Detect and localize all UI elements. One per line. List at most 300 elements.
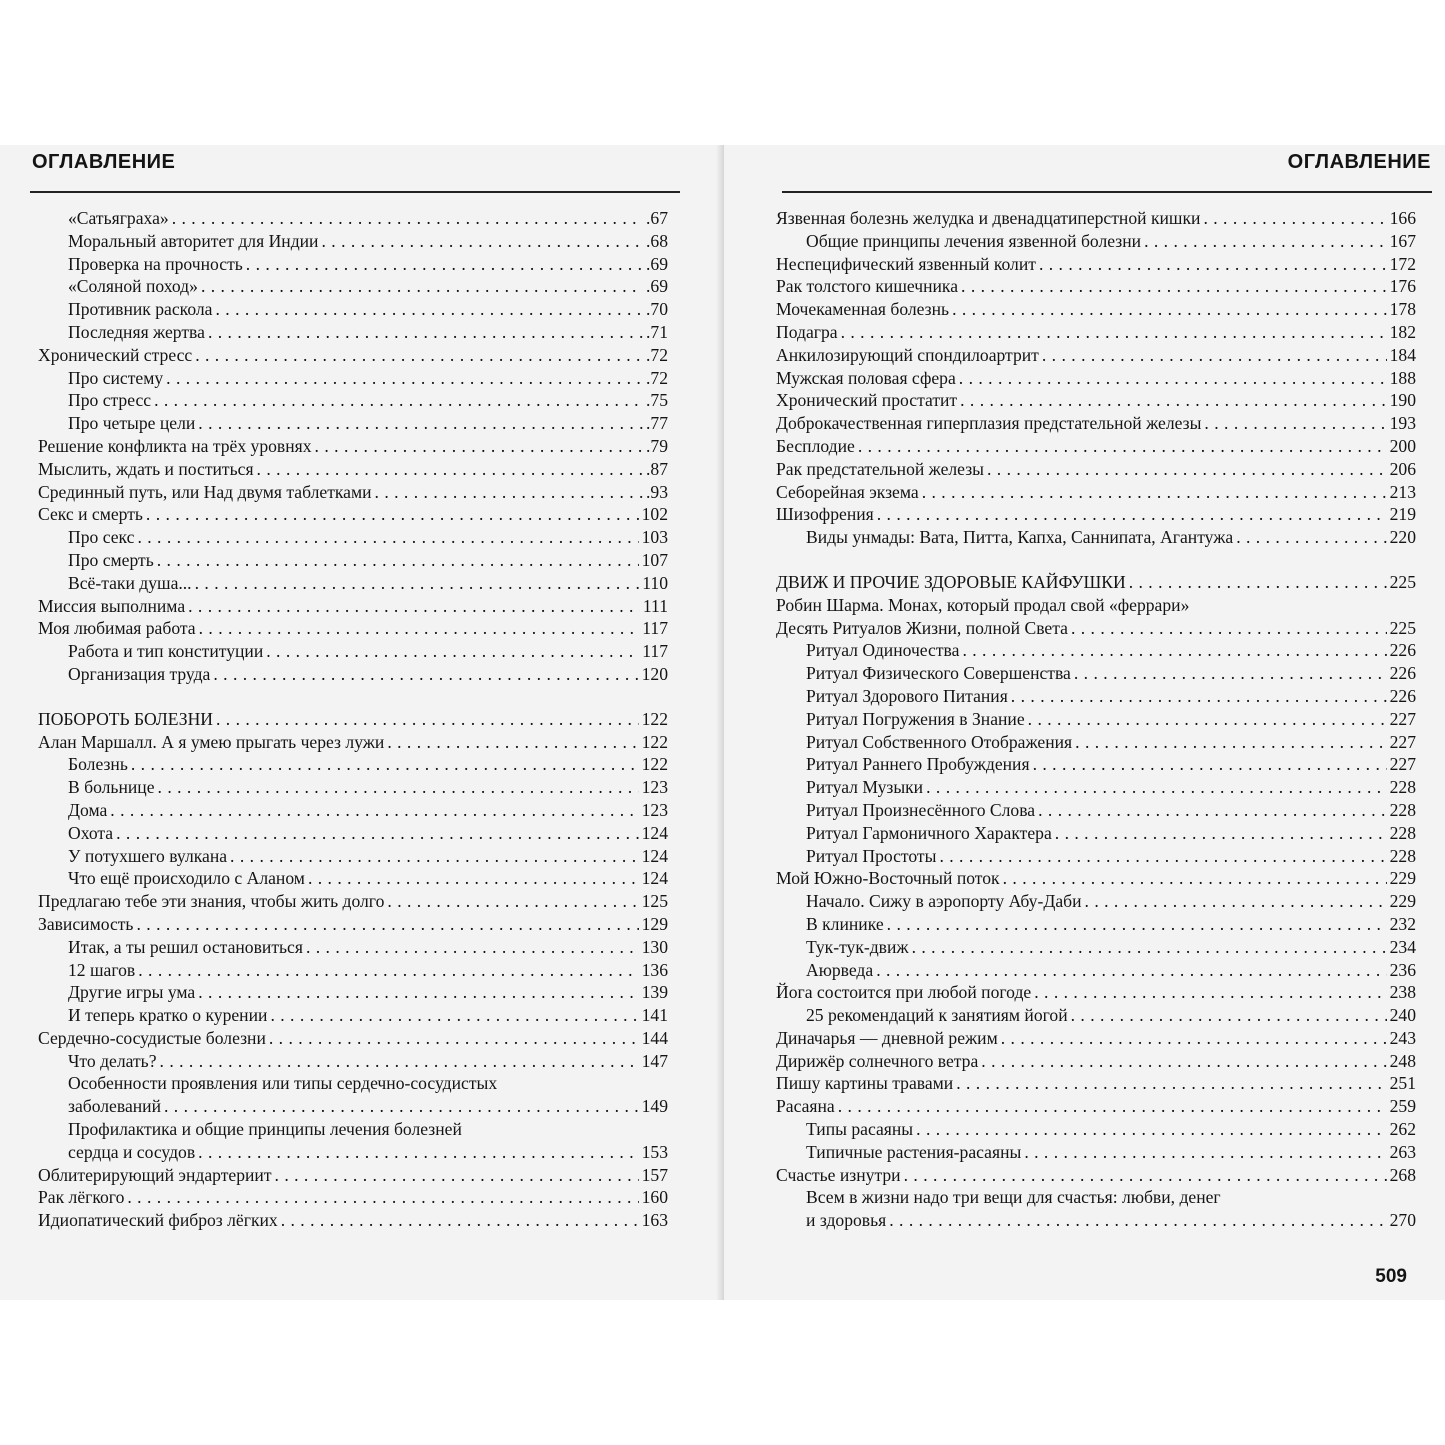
dot-leader [838,1095,1387,1118]
toc-entry-page: .68 [646,230,668,251]
toc-entry-title: Проверка на прочность [68,253,243,274]
toc-entry-title: Счастье изнутри [776,1164,901,1185]
toc-entry-title: Решение конфликта на трёх уровнях [38,435,312,456]
running-header: ОГЛАВЛЕНИЕ [32,151,176,173]
toc-entry-title: В больнице [68,777,155,798]
toc-entry [776,458,1416,481]
toc-entry-page: 111 [642,595,668,616]
toc-entry-page: 176 [1389,276,1416,297]
dot-leader [281,1209,639,1232]
toc-entry-page: .87 [646,458,668,479]
toc-entry [776,708,1416,731]
toc-entry-page: .71 [646,321,668,342]
toc-entry-title: Другие игры ума [68,982,196,1003]
dot-leader [127,1186,638,1209]
dot-leader [306,936,639,959]
toc-entry [38,321,668,344]
toc-entry-title: Неспецифический язвенный колит [776,253,1036,274]
toc-entry-title: Идиопатический фиброз лёгких [38,1210,278,1231]
dot-leader [1129,571,1387,594]
dot-leader [269,1027,639,1050]
toc-entry [776,435,1416,458]
toc-entry [38,412,668,435]
toc-entry-page: .69 [646,276,668,297]
dot-leader [841,321,1387,344]
toc-entry [776,367,1416,390]
toc-entry [38,1050,668,1073]
toc-entry [38,867,668,890]
toc-entry-page: 117 [642,618,668,639]
toc-entry-page: 117 [642,641,668,662]
dot-leader [1085,890,1387,913]
dot-leader [195,344,643,367]
dot-leader [164,1095,639,1118]
dot-leader [912,936,1387,959]
toc-entry [776,594,1416,617]
toc-entry [38,549,668,572]
dot-leader [195,572,640,595]
toc-entry-page: 110 [642,572,668,593]
dot-leader [198,1141,638,1164]
toc-entry [38,367,668,390]
toc-entry-page: 238 [1389,982,1416,1003]
toc-entry-title: Аюрведа [806,959,874,980]
toc-entry-page: 123 [641,777,668,798]
toc-entry [38,913,668,936]
left-page [0,145,724,1300]
dot-leader [1042,344,1387,367]
toc-entry-title: «Сатьяграха» [68,208,169,228]
toc-entry-page: 226 [1389,640,1416,661]
toc-entry [776,412,1416,435]
toc-entry-title: Ритуал Одиночества [806,640,960,661]
toc-entry-title: ДВИЖ И ПРОЧИЕ ЗДОРОВЫЕ КАЙФУШКИ [776,571,1126,592]
dot-leader [959,367,1387,390]
toc-entry [776,685,1416,708]
toc-entry [38,1209,668,1232]
dot-leader [876,959,1386,982]
dot-leader [1055,822,1387,845]
toc-entry-page: 226 [1389,663,1416,684]
toc-entry-page: 102 [641,504,668,525]
toc-entry-title: Облитерирующий эндартериит [38,1164,272,1185]
dot-leader [926,776,1387,799]
toc-entry-page: 157 [641,1164,668,1185]
toc-entry-page: 153 [641,1141,668,1162]
toc-entry [38,640,668,663]
toc-entry [38,253,668,276]
toc-entry-page: 103 [641,527,668,548]
toc-entry-title: Анкилозирующий спондилоартрит [776,344,1039,365]
toc-entry [38,1164,668,1187]
toc-entry [776,822,1416,845]
toc-entry-page: .79 [646,435,668,456]
dot-leader [321,230,643,253]
dot-leader [198,412,643,435]
toc-entry [38,503,668,526]
toc-entry-page: 206 [1389,458,1416,479]
dot-leader [158,776,639,799]
running-header: ОГЛАВЛЕНИЕ [1287,151,1431,173]
toc-entry-title: Типичные растения-расаяны [806,1141,1022,1162]
toc-entry-page: 219 [1389,504,1416,525]
dot-leader [110,799,638,822]
toc-entry-title: Болезнь [68,754,128,775]
toc-entry-title: Про смерть [68,549,154,570]
dot-leader [1144,230,1387,253]
toc-entry-title: «Соляной поход» [68,276,198,297]
toc-entry [38,708,668,731]
toc-entry-page: 107 [641,549,668,570]
toc-entry-title: Срединный путь, или Над двумя таблетками [38,481,372,502]
toc-entry-title: Мужская половая сфера [776,367,956,388]
dot-leader [889,1209,1386,1232]
toc-entry-page: 182 [1389,321,1416,342]
toc-entry [776,1004,1416,1027]
toc-entry [776,298,1416,321]
toc-entry-page: 144 [641,1027,668,1048]
page-number: 509 [1375,1266,1407,1287]
toc-entry-title: заболеваний [68,1096,161,1117]
toc-entry-title: Ритуал Здорового Питания [806,685,1008,706]
dot-leader [216,708,639,731]
toc-entry-page: 122 [641,754,668,775]
toc-entry [38,1118,668,1141]
toc-entry-title: Ритуал Раннего Пробуждения [806,754,1030,775]
toc-list [776,207,1416,1232]
toc-entry-page: 227 [1389,708,1416,729]
dot-leader [172,207,643,230]
toc-entry-title: Последняя жертва [68,321,205,342]
toc-entry [776,639,1416,662]
toc-entry-page: 268 [1389,1164,1416,1185]
toc-entry-page: 227 [1389,754,1416,775]
dot-leader [987,458,1387,481]
toc-entry-title: Всё-таки душа... [68,572,192,593]
toc-entry-title: Особенности проявления или типы сердечно-сосудистых [68,1073,498,1094]
toc-entry [38,822,668,845]
dot-leader [952,298,1387,321]
toc-entry [38,981,668,1004]
toc-entry-title: Общие принципы лечения язвенной болезни [806,230,1142,251]
toc-entry [38,595,668,618]
dot-leader [961,275,1387,298]
toc-entry-page: .93 [646,481,668,502]
toc-entry-page: 178 [1389,299,1416,320]
dot-leader [230,845,639,868]
toc-entry-title: Ритуал Гармоничного Характера [806,822,1052,843]
toc-entry-title: Расаяна [776,1096,835,1117]
dot-leader [137,526,638,549]
toc-entry-title: Доброкачественная гиперплазия предстательной железы [776,413,1202,434]
toc-entry-title: Про стресс [68,390,152,411]
header-rule [782,191,1432,193]
toc-entry-page: 124 [641,868,668,889]
toc-entry-page: 172 [1389,253,1416,274]
toc-entry-title: Себорейная экзема [776,481,919,502]
toc-entry-page: 262 [1389,1119,1416,1140]
toc-entry-title: Всем в жизни надо три вещи для счастья: любви, денег [806,1187,1221,1208]
toc-entry-title: У потухшего вулкана [68,845,228,866]
toc-entry-title: Рак лёгкого [38,1187,125,1208]
dot-leader [201,275,643,298]
toc-entry-title: Рак предстательной железы [776,458,984,479]
toc-entry-title: Моя любимая работа [38,618,196,639]
toc-entry-title: Моральный авторитет для Индии [68,230,319,251]
toc-entry-page: 248 [1389,1050,1416,1071]
toc-entry-page: .67 [646,208,668,228]
toc-entry-page: 228 [1389,845,1416,866]
toc-entry-page: 228 [1389,799,1416,820]
dot-leader [1071,617,1387,640]
toc-entry-page: 228 [1389,777,1416,798]
toc-entry [776,1164,1416,1187]
toc-entry-title: Что ещё происходило с Аланом [68,868,305,889]
toc-entry [38,1072,668,1095]
dot-leader [877,503,1387,526]
toc-entry [776,959,1416,982]
dot-leader [375,481,643,504]
toc-entry-page: 125 [641,891,668,912]
toc-entry [776,981,1416,1004]
toc-entry-page: 163 [641,1210,668,1231]
toc-entry-page: .75 [646,390,668,411]
toc-entry [38,890,668,913]
toc-entry-title: И теперь кратко о курении [68,1005,268,1026]
toc-entry [38,458,668,481]
toc-entry [776,571,1416,594]
toc-entry-title: В клинике [806,913,884,934]
toc-entry-title: Дома [68,799,108,820]
toc-entry [776,526,1416,549]
dot-leader [270,1004,638,1027]
toc-entry [38,275,668,298]
dot-leader [858,435,1387,458]
toc-entry [776,867,1416,890]
toc-entry [776,890,1416,913]
toc-entry-page: 124 [641,845,668,866]
toc-entry-title: Язвенная болезнь желудка и двенадцатиперстной кишки [776,208,1201,228]
dot-leader [1038,799,1387,822]
toc-entry-title: Что делать? [68,1050,157,1071]
toc-entry [776,389,1416,412]
toc-entry-page: 226 [1389,685,1416,706]
toc-entry-title: Мочекаменная болезнь [776,299,950,320]
toc-entry [776,1027,1416,1050]
dot-leader [962,639,1386,662]
dot-leader [1003,867,1387,890]
toc-entry [38,617,668,640]
dot-leader [146,503,639,526]
toc-entry-title: Охота [68,822,114,843]
toc-entry-title: Йога состоится при любой погоде [776,982,1032,1003]
toc-entry [38,1095,668,1118]
toc-entry-title: Робин Шарма. Монах, который продал свой «феррари» [776,594,1190,615]
dot-leader [166,367,643,390]
toc-entry-page: 225 [1389,571,1416,592]
toc-entry [776,845,1416,868]
dot-leader [960,389,1386,412]
dot-leader [939,845,1386,868]
toc-entry-title: Шизофрения [776,504,874,525]
dot-leader [157,549,639,572]
toc-entry-title: Рак толстого кишечника [776,276,959,297]
toc-entry-title: Противник раскола [68,299,213,320]
toc-entry [776,799,1416,822]
dot-leader [904,1164,1387,1187]
toc-entry-page: .72 [646,367,668,388]
toc-entry-page: 232 [1389,913,1416,934]
toc-entry-title: Ритуал Произнесённого Слова [806,799,1036,820]
toc-entry [38,526,668,549]
toc-entry-page: 130 [641,936,668,957]
toc-entry [38,936,668,959]
toc-entry-page: 225 [1389,617,1416,638]
toc-entry-page: 120 [641,663,668,684]
toc-entry [38,731,668,754]
toc-entry [776,481,1416,504]
toc-entry-title: Ритуал Простоты [806,845,937,866]
toc-entry-page: 129 [641,913,668,934]
toc-entry-title: Про секс [68,527,135,548]
toc-entry [776,275,1416,298]
toc-entry [776,776,1416,799]
toc-list [38,207,668,1232]
dot-leader [257,458,643,481]
dot-leader [1204,412,1386,435]
toc-entry-title: 12 шагов [68,959,136,980]
dot-leader [308,867,639,890]
header-rule [30,191,680,193]
toc-entry-title: Работа и тип конституции [68,641,264,662]
dot-leader [160,1050,639,1073]
dot-leader [136,913,638,936]
toc-entry-title: Начало. Сижу в аэропорту Абу-Даби [806,891,1082,912]
toc-entry-title: ПОБОРОТЬ БОЛЕЗНИ [38,708,213,729]
dot-leader [188,595,640,618]
toc-entry [38,389,668,412]
dot-leader [1034,981,1386,1004]
right-page [724,145,1445,1300]
toc-entry [38,959,668,982]
toc-entry-title: Зависимость [38,913,134,934]
toc-entry [38,1004,668,1027]
toc-entry [38,776,668,799]
toc-entry-title: Подагра [776,321,838,342]
toc-entry-page: 160 [641,1187,668,1208]
toc-entry-title: 25 рекомендаций к занятиям йогой [806,1005,1068,1026]
toc-entry [38,344,668,367]
toc-entry-page: 213 [1389,481,1416,502]
toc-entry-title: Сердечно-сосудистые болезни [38,1027,266,1048]
dot-leader [266,640,639,663]
toc-entry-title: Десять Ритуалов Жизни, полной Света [776,617,1068,638]
toc-entry [776,207,1416,230]
dot-leader [1236,526,1386,549]
toc-entry-title: Итак, а ты решил остановиться [68,936,303,957]
toc-entry-page: 236 [1389,959,1416,980]
toc-entry [38,663,668,686]
toc-entry-page: 122 [641,708,668,729]
toc-entry [38,1141,668,1164]
toc-entry [38,1027,668,1050]
toc-entry-title: Про систему [68,367,164,388]
toc-entry [776,753,1416,776]
toc-entry-page: .72 [646,344,668,365]
toc-entry-page: 190 [1389,390,1416,411]
toc-entry-page: 149 [641,1096,668,1117]
toc-entry-title: Мой Южно-Восточный поток [776,868,1000,889]
toc-entry-title: сердца и сосудов [68,1141,196,1162]
toc-entry [776,344,1416,367]
dot-leader [116,822,638,845]
toc-entry-title: Предлагаю тебе эти знания, чтобы жить долго [38,891,385,912]
toc-entry-title: Миссия выполнима [38,595,186,616]
toc-entry-title: Ритуал Собственного Отображения [806,731,1073,752]
toc-entry-page: 147 [641,1050,668,1071]
dot-leader [387,731,638,754]
toc-entry-title: Диначарья — дневной режим [776,1027,998,1048]
toc-entry-page: 234 [1389,936,1416,957]
dot-leader [154,389,643,412]
toc-entry-title: Ритуал Музыки [806,777,924,798]
dot-leader [956,1072,1386,1095]
dot-leader [1011,685,1387,708]
toc-entry-page: 184 [1389,344,1416,365]
toc-entry [38,207,668,230]
toc-entry [776,662,1416,685]
toc-entry-page: 136 [641,959,668,980]
toc-entry-page: 251 [1389,1073,1416,1094]
toc-entry-page: 123 [641,799,668,820]
toc-entry-page: 227 [1389,731,1416,752]
toc-entry-page: 193 [1389,413,1416,434]
dot-leader [138,959,638,982]
toc-entry-page: 200 [1389,435,1416,456]
dot-leader [246,253,643,276]
toc-entry [776,253,1416,276]
toc-entry-page: 270 [1389,1210,1416,1231]
dot-leader [1075,731,1386,754]
dot-leader [922,481,1387,504]
toc-entry-title: Хронический простатит [776,390,958,411]
toc-entry-page: 188 [1389,367,1416,388]
toc-entry-title: Профилактика и общие принципы лечения болезней [68,1119,462,1140]
dot-leader [387,890,638,913]
toc-entry-page: 124 [641,822,668,843]
dot-leader [916,1118,1386,1141]
toc-entry-page: 167 [1389,230,1416,251]
dot-leader [199,617,640,640]
toc-entry [776,1050,1416,1073]
toc-entry-page: 122 [641,731,668,752]
toc-entry-title: Дирижёр солнечного ветра [776,1050,979,1071]
dot-leader [1001,1027,1387,1050]
toc-entry [776,936,1416,959]
toc-entry [776,913,1416,936]
toc-entry [776,731,1416,754]
toc-entry-page: 259 [1389,1096,1416,1117]
toc-entry-page: .70 [646,299,668,320]
toc-entry-title: Про четыре цели [68,413,196,434]
dot-leader [1071,1004,1387,1027]
dot-leader [213,663,638,686]
toc-entry [776,1072,1416,1095]
toc-entry [776,617,1416,640]
dot-leader [1033,753,1387,776]
toc-entry-title: Бесплодие [776,435,855,456]
toc-entry-page: 220 [1389,527,1416,548]
